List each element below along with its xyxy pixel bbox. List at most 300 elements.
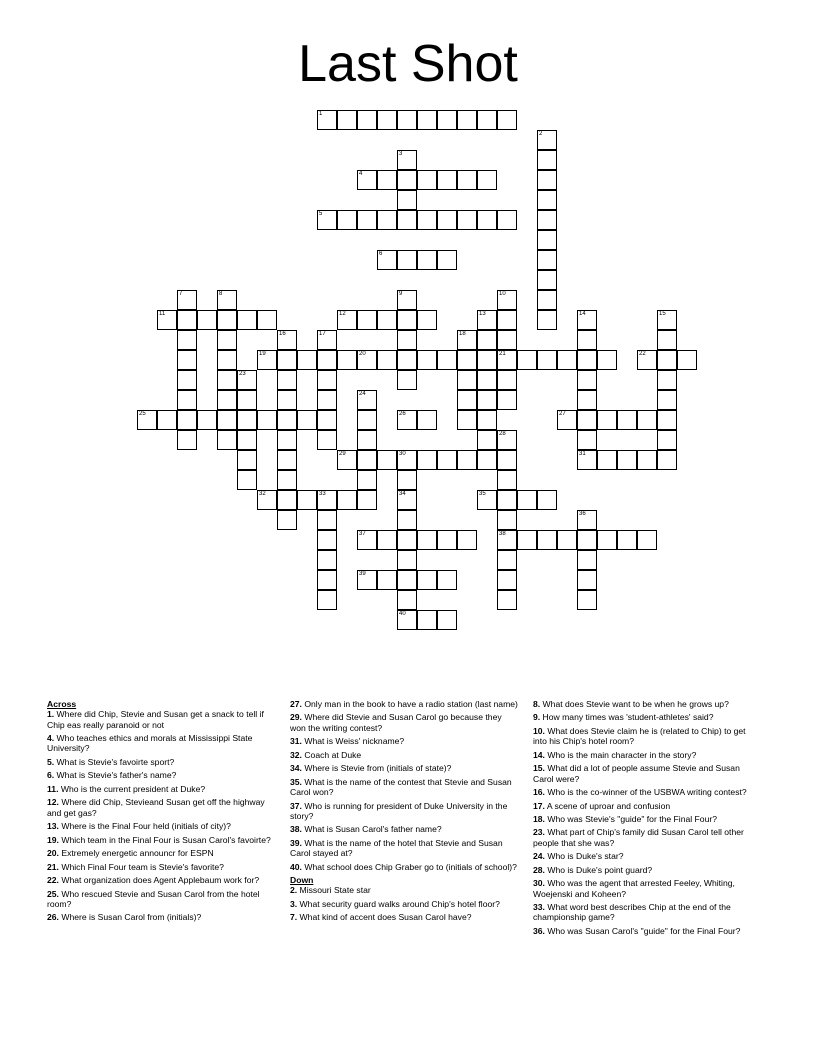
grid-cell[interactable] — [397, 310, 417, 330]
grid-cell[interactable] — [357, 530, 377, 550]
grid-cell[interactable] — [197, 310, 217, 330]
clue-item — [290, 736, 518, 746]
grid-cell[interactable] — [377, 530, 397, 550]
grid-cell[interactable] — [577, 570, 597, 590]
clue-number: 14 — [579, 311, 586, 317]
grid-cell[interactable] — [377, 110, 397, 130]
grid-cell[interactable] — [357, 570, 377, 590]
grid-cell[interactable] — [357, 170, 377, 190]
clue-item-number: 38. — [290, 824, 302, 835]
grid-cell[interactable] — [317, 530, 337, 550]
grid-cell[interactable] — [277, 330, 297, 350]
grid-cell[interactable] — [317, 570, 337, 590]
clue-item-number: 40. — [290, 861, 302, 872]
grid-cell[interactable] — [277, 510, 297, 530]
grid-cell[interactable] — [577, 450, 597, 470]
grid-cell[interactable] — [417, 450, 437, 470]
grid-cell[interactable] — [297, 490, 317, 510]
grid-cell[interactable] — [277, 470, 297, 490]
clue-item-number: 18. — [533, 813, 545, 824]
grid-cell[interactable] — [497, 370, 517, 390]
grid-cell[interactable] — [657, 310, 677, 330]
grid-cell[interactable] — [437, 570, 457, 590]
grid-cell[interactable] — [557, 350, 577, 370]
clue-number: 40 — [399, 611, 406, 617]
grid-cell[interactable] — [657, 330, 677, 350]
grid-cell[interactable] — [537, 310, 557, 330]
clue-item-number: 5. — [47, 756, 55, 767]
clue-item — [47, 797, 275, 818]
grid-cell[interactable] — [457, 390, 477, 410]
grid-cell[interactable] — [657, 410, 677, 430]
grid-cell[interactable] — [337, 490, 357, 510]
grid-cell[interactable] — [277, 450, 297, 470]
grid-cell[interactable] — [397, 250, 417, 270]
grid-cell[interactable] — [417, 210, 437, 230]
grid-cell[interactable] — [577, 370, 597, 390]
clue-item — [290, 912, 518, 922]
grid-cell[interactable] — [417, 530, 437, 550]
grid-cell[interactable] — [497, 470, 517, 490]
grid-cell[interactable] — [397, 570, 417, 590]
clue-item-number: 14. — [533, 749, 545, 760]
clue-number: 24 — [359, 391, 366, 397]
grid-cell[interactable] — [437, 350, 457, 370]
grid-cell[interactable] — [477, 110, 497, 130]
clue-item-number: 8. — [533, 699, 541, 709]
clue-item-number: 13. — [47, 821, 59, 832]
grid-cell[interactable] — [537, 130, 557, 150]
grid-cell[interactable] — [217, 290, 237, 310]
grid-cell[interactable] — [357, 410, 377, 430]
grid-cell[interactable] — [457, 530, 477, 550]
grid-cell[interactable] — [497, 590, 517, 610]
clue-item-text: Who was the agent that arrested Feeley, Whiting, Woejenski and Koheen? — [533, 878, 735, 899]
grid-cell[interactable] — [317, 390, 337, 410]
clue-item-text: What word best describes Chip at the end of the championship game? — [533, 902, 731, 923]
grid-cell[interactable] — [657, 430, 677, 450]
grid-cell[interactable] — [177, 390, 197, 410]
clue-number: 8 — [219, 291, 223, 297]
grid-cell[interactable] — [537, 170, 557, 190]
clue-item-text: Where is Susan Carol from (initials)? — [58, 912, 202, 923]
grid-cell[interactable] — [517, 350, 537, 370]
grid-cell[interactable] — [277, 370, 297, 390]
grid-cell[interactable] — [477, 450, 497, 470]
grid-cell[interactable] — [477, 330, 497, 350]
grid-cell[interactable] — [357, 350, 377, 370]
grid-cell[interactable] — [397, 550, 417, 570]
grid-cell[interactable] — [237, 450, 257, 470]
clue-item-number: 10. — [533, 725, 545, 736]
grid-cell[interactable] — [637, 530, 657, 550]
grid-cell[interactable] — [397, 610, 417, 630]
grid-cell[interactable] — [297, 350, 317, 370]
clue-item-text: What security guard walks around Chip's hotel floor? — [297, 898, 500, 909]
grid-cell[interactable] — [337, 450, 357, 470]
grid-cell[interactable] — [477, 430, 497, 450]
grid-cell[interactable] — [397, 170, 417, 190]
clue-item-number: 29. — [290, 712, 302, 723]
grid-cell[interactable] — [217, 370, 237, 390]
grid-cell[interactable] — [277, 350, 297, 370]
grid-cell[interactable] — [397, 510, 417, 530]
grid-cell[interactable] — [377, 310, 397, 330]
grid-cell[interactable] — [357, 450, 377, 470]
grid-cell[interactable] — [217, 310, 237, 330]
grid-cell[interactable] — [397, 470, 417, 490]
grid-cell[interactable] — [337, 110, 357, 130]
grid-cell[interactable] — [577, 550, 597, 570]
grid-cell[interactable] — [497, 210, 517, 230]
grid-cell[interactable] — [157, 410, 177, 430]
grid-cell[interactable] — [457, 350, 477, 370]
clue-item-text: What is the name of the hotel that Stevie and Susan Carol stayed at? — [290, 837, 503, 859]
grid-cell[interactable] — [477, 170, 497, 190]
grid-cell[interactable] — [397, 370, 417, 390]
grid-cell[interactable] — [597, 450, 617, 470]
clue-number: 26 — [399, 411, 406, 417]
clue-number: 1 — [319, 111, 323, 117]
clue-number: 38 — [499, 531, 506, 537]
grid-cell[interactable] — [597, 530, 617, 550]
grid-cell[interactable] — [477, 390, 497, 410]
grid-cell[interactable] — [657, 390, 677, 410]
grid-cell[interactable] — [237, 430, 257, 450]
clue-item — [533, 712, 761, 722]
grid-cell[interactable] — [177, 430, 197, 450]
grid-cell[interactable] — [317, 210, 337, 230]
clue-item-number: 28. — [533, 864, 545, 875]
clue-item — [290, 777, 518, 798]
grid-cell[interactable] — [237, 370, 257, 390]
grid-cell[interactable] — [377, 250, 397, 270]
grid-cell[interactable] — [397, 410, 417, 430]
grid-cell[interactable] — [517, 490, 537, 510]
grid-cell[interactable] — [497, 430, 517, 450]
grid-cell[interactable] — [237, 310, 257, 330]
clue-item — [47, 848, 275, 858]
grid-cell[interactable] — [617, 450, 637, 470]
grid-cell[interactable] — [357, 110, 377, 130]
clue-item-number: 31. — [290, 736, 302, 747]
grid-cell[interactable] — [257, 310, 277, 330]
grid-cell[interactable] — [357, 430, 377, 450]
grid-cell[interactable] — [177, 310, 197, 330]
grid-cell[interactable] — [457, 210, 477, 230]
clue-number: 17 — [319, 331, 326, 337]
grid-cell[interactable] — [417, 350, 437, 370]
grid-cell[interactable] — [357, 470, 377, 490]
clue-item-text: How many times was 'student-athletes' said? — [540, 712, 714, 723]
clue-item — [533, 926, 761, 936]
grid-cell[interactable] — [537, 210, 557, 230]
clue-number: 12 — [339, 311, 346, 317]
grid-cell[interactable] — [237, 410, 257, 430]
grid-cell[interactable] — [217, 330, 237, 350]
clue-item-text: What is Susan Carol's father name? — [301, 824, 442, 835]
clues-column-1 — [47, 699, 275, 926]
grid-cell[interactable] — [357, 490, 377, 510]
grid-cell[interactable] — [477, 410, 497, 430]
grid-cell[interactable] — [277, 430, 297, 450]
grid-cell[interactable] — [497, 550, 517, 570]
grid-cell[interactable] — [537, 230, 557, 250]
grid-cell[interactable] — [417, 570, 437, 590]
grid-cell[interactable] — [497, 310, 517, 330]
clue-item-text: What does Stevie claim he is (related to Chip) to get into his Chip's hotel room? — [533, 725, 746, 747]
clue-item-number: 7. — [290, 912, 298, 923]
grid-cell[interactable] — [417, 170, 437, 190]
clue-item — [533, 851, 761, 861]
grid-cell[interactable] — [457, 370, 477, 390]
grid-cell[interactable] — [137, 410, 157, 430]
grid-cell[interactable] — [417, 310, 437, 330]
grid-cell[interactable] — [397, 210, 417, 230]
clue-item — [533, 865, 761, 875]
grid-cell[interactable] — [177, 290, 197, 310]
grid-cell[interactable] — [497, 450, 517, 470]
grid-cell[interactable] — [597, 410, 617, 430]
grid-cell[interactable] — [417, 250, 437, 270]
grid-cell[interactable] — [297, 410, 317, 430]
grid-cell[interactable] — [397, 110, 417, 130]
grid-cell[interactable] — [177, 350, 197, 370]
clue-item-number: 27. — [290, 699, 302, 709]
grid-cell[interactable] — [497, 570, 517, 590]
grid-cell[interactable] — [417, 110, 437, 130]
grid-cell[interactable] — [497, 290, 517, 310]
grid-cell[interactable] — [337, 210, 357, 230]
grid-cell[interactable] — [257, 350, 277, 370]
grid-cell[interactable] — [657, 370, 677, 390]
grid-cell[interactable] — [317, 590, 337, 610]
grid-cell[interactable] — [537, 190, 557, 210]
clue-item-number: 17. — [533, 800, 545, 811]
clue-item — [290, 862, 518, 872]
grid-cell[interactable] — [577, 330, 597, 350]
grid-cell[interactable] — [317, 430, 337, 450]
grid-cell[interactable] — [457, 410, 477, 430]
clue-item-number: 32. — [290, 749, 302, 760]
clue-number: 28 — [499, 431, 506, 437]
clue-item — [290, 750, 518, 760]
grid-cell[interactable] — [177, 370, 197, 390]
grid-cell[interactable] — [317, 550, 337, 570]
grid-cell[interactable] — [577, 430, 597, 450]
grid-cell[interactable] — [457, 170, 477, 190]
clue-item-text: Who teaches ethics and morals at Mississippi State University? — [47, 733, 253, 754]
grid-cell[interactable] — [257, 410, 277, 430]
grid-cell[interactable] — [457, 330, 477, 350]
grid-cell[interactable] — [317, 350, 337, 370]
grid-cell[interactable] — [577, 530, 597, 550]
grid-cell[interactable] — [397, 350, 417, 370]
clue-item-number: 21. — [47, 861, 59, 872]
clue-number: 37 — [359, 531, 366, 537]
grid-cell[interactable] — [517, 530, 537, 550]
grid-cell[interactable] — [577, 390, 597, 410]
clue-number: 10 — [499, 291, 506, 297]
clue-item-text: Where did Chip, Stevieand Susan get off the highway and get gas? — [47, 797, 265, 818]
grid-cell[interactable] — [437, 250, 457, 270]
grid-cell[interactable] — [537, 270, 557, 290]
grid-cell[interactable] — [397, 190, 417, 210]
grid-cell[interactable] — [397, 530, 417, 550]
clue-item-text: Which Final Four team is Stevie's favorite? — [58, 861, 224, 872]
clue-item-number: 20. — [47, 848, 59, 859]
grid-cell[interactable] — [417, 410, 437, 430]
grid-cell[interactable] — [577, 510, 597, 530]
grid-cell[interactable] — [217, 390, 237, 410]
clue-item — [47, 709, 275, 730]
grid-cell[interactable] — [497, 390, 517, 410]
grid-cell[interactable] — [377, 210, 397, 230]
clue-number: 2 — [539, 131, 543, 137]
grid-cell[interactable] — [497, 350, 517, 370]
clue-item-number: 24. — [533, 851, 545, 862]
grid-cell[interactable] — [557, 530, 577, 550]
grid-cell[interactable] — [537, 290, 557, 310]
clue-item-text: What organization does Agent Applebaum work for? — [58, 875, 260, 886]
clue-item-number: 6. — [47, 770, 55, 781]
grid-cell[interactable] — [417, 610, 437, 630]
grid-cell[interactable] — [317, 330, 337, 350]
grid-cell[interactable] — [497, 510, 517, 530]
clue-item-text: Extremely energetic announcr for ESPN — [58, 848, 214, 859]
grid-cell[interactable] — [217, 350, 237, 370]
clue-item-number: 11. — [47, 783, 59, 794]
grid-cell[interactable] — [197, 410, 217, 430]
grid-cell[interactable] — [437, 110, 457, 130]
grid-cell[interactable] — [657, 450, 677, 470]
clues-column-2 — [290, 699, 518, 926]
clue-item-text: Which team in the Final Four is Susan Carol's favoirte? — [58, 834, 271, 845]
clue-item-text: Who is Duke's star? — [544, 851, 624, 862]
grid-cell[interactable] — [457, 450, 477, 470]
clue-item — [533, 699, 761, 709]
grid-cell[interactable] — [437, 450, 457, 470]
grid-cell[interactable] — [637, 350, 657, 370]
grid-cell[interactable] — [577, 410, 597, 430]
grid-cell[interactable] — [497, 490, 517, 510]
grid-cell[interactable] — [317, 490, 337, 510]
grid-cell[interactable] — [577, 350, 597, 370]
grid-cell[interactable] — [457, 110, 477, 130]
grid-cell[interactable] — [497, 330, 517, 350]
grid-cell[interactable] — [537, 150, 557, 170]
grid-cell[interactable] — [397, 290, 417, 310]
clue-item — [290, 899, 518, 909]
grid-cell[interactable] — [277, 390, 297, 410]
clue-item-number: 4. — [47, 733, 55, 744]
clue-item — [47, 770, 275, 780]
grid-cell[interactable] — [537, 350, 557, 370]
grid-cell[interactable] — [317, 370, 337, 390]
grid-cell[interactable] — [617, 410, 637, 430]
grid-cell[interactable] — [497, 530, 517, 550]
grid-cell[interactable] — [537, 490, 557, 510]
clue-number: 35 — [479, 491, 486, 497]
grid-cell[interactable] — [577, 310, 597, 330]
grid-cell[interactable] — [317, 510, 337, 530]
clue-item — [290, 838, 518, 859]
clue-number: 21 — [499, 351, 506, 357]
grid-cell[interactable] — [397, 450, 417, 470]
grid-cell[interactable] — [357, 310, 377, 330]
clue-item-text: What did a lot of people assume Stevie and Susan Carol were? — [533, 763, 740, 784]
grid-cell[interactable] — [317, 110, 337, 130]
grid-cell[interactable] — [257, 490, 277, 510]
grid-cell[interactable] — [237, 390, 257, 410]
grid-cell[interactable] — [377, 570, 397, 590]
grid-cell[interactable] — [217, 410, 237, 430]
grid-cell[interactable] — [397, 150, 417, 170]
clue-item — [533, 878, 761, 899]
grid-cell[interactable] — [377, 350, 397, 370]
clue-item — [47, 875, 275, 885]
grid-cell[interactable] — [477, 350, 497, 370]
clue-item-text: Only man in the book to have a radio station (last name) — [301, 699, 518, 709]
clue-item-number: 19. — [47, 834, 59, 845]
grid-cell[interactable] — [477, 370, 497, 390]
grid-cell[interactable] — [337, 350, 357, 370]
grid-cell[interactable] — [337, 310, 357, 330]
grid-cell[interactable] — [637, 410, 657, 430]
grid-cell[interactable] — [537, 530, 557, 550]
grid-cell[interactable] — [397, 490, 417, 510]
clue-number: 31 — [579, 451, 586, 457]
grid-cell[interactable] — [577, 590, 597, 610]
grid-cell[interactable] — [437, 170, 457, 190]
grid-cell[interactable] — [277, 490, 297, 510]
grid-cell[interactable] — [177, 330, 197, 350]
grid-cell[interactable] — [157, 310, 177, 330]
grid-cell[interactable] — [537, 250, 557, 270]
grid-cell[interactable] — [377, 170, 397, 190]
grid-cell[interactable] — [637, 450, 657, 470]
grid-cell[interactable] — [657, 350, 677, 370]
grid-cell[interactable] — [437, 610, 457, 630]
grid-cell[interactable] — [397, 330, 417, 350]
grid-cell[interactable] — [357, 390, 377, 410]
grid-cell[interactable] — [477, 490, 497, 510]
grid-cell[interactable] — [677, 350, 697, 370]
grid-cell[interactable] — [477, 310, 497, 330]
clue-item — [47, 889, 275, 910]
clue-item-number: 35. — [290, 776, 302, 787]
grid-cell[interactable] — [357, 210, 377, 230]
grid-cell[interactable] — [317, 410, 337, 430]
grid-cell[interactable] — [597, 350, 617, 370]
grid-cell[interactable] — [477, 210, 497, 230]
clue-item-number: 34. — [290, 763, 302, 774]
grid-cell[interactable] — [557, 410, 577, 430]
grid-cell[interactable] — [237, 470, 257, 490]
grid-cell[interactable] — [277, 410, 297, 430]
across-heading: Across — [47, 699, 77, 709]
grid-cell[interactable] — [497, 110, 517, 130]
grid-cell[interactable] — [437, 210, 457, 230]
grid-cell[interactable] — [437, 530, 457, 550]
clue-number: 18 — [459, 331, 466, 337]
grid-cell[interactable] — [397, 590, 417, 610]
clue-item — [47, 733, 275, 754]
grid-cell[interactable] — [377, 450, 397, 470]
grid-cell[interactable] — [217, 430, 237, 450]
grid-cell[interactable] — [177, 410, 197, 430]
grid-cell[interactable] — [617, 530, 637, 550]
